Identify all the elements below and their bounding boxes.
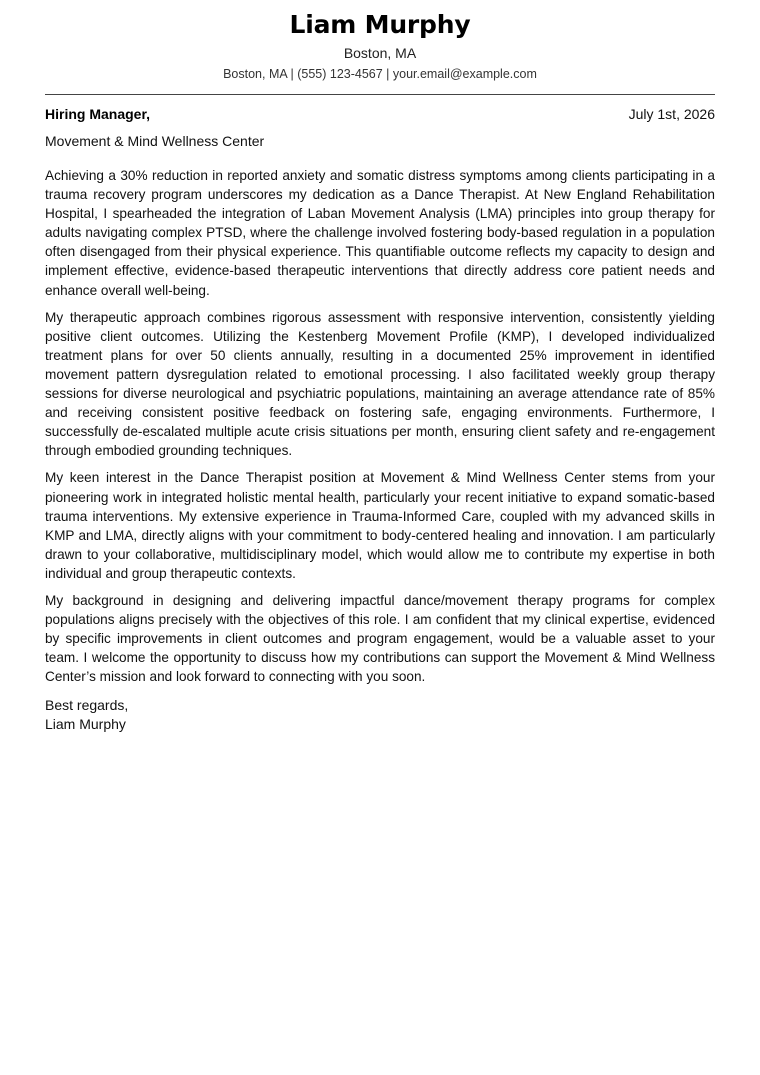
letter-header [45, 0, 715, 82]
letter-closing [45, 696, 715, 734]
sender-name: Liam Murphy [289, 10, 471, 39]
body-paragraph: My background in designing and delivering impactful dance/movement therapy programs for complex populations aligns precisely with the objectives of this role. I am confident that my clinical expertise, evidenced by specific improvements in client outcomes and program engagement, would be a valuable asset to your team. I welcome the opportunity to discuss how my contributions can support the Movement & Mind Wellness Center’s mission and look forward to connecting with you soon. [45, 592, 715, 685]
recipient-salutation: Hiring Manager, [45, 106, 151, 122]
recipient-company: Movement & Mind Wellness Center [45, 133, 265, 149]
sender-contact-line: Boston, MA | (555) 123-4567 | your.email@example.com [223, 67, 537, 81]
recipient-date-row [45, 105, 715, 123]
signature-name: Liam Murphy [45, 716, 126, 733]
body-paragraph: My therapeutic approach combines rigorous assessment with responsive intervention, consistently yielding positive client outcomes. Utilizing the Kestenberg Movement Profile (KMP), I developed individualized treatment plans for over 50 clients annually, resulting in a documented 25% improvement in identified movement pattern dysregulation related to emotional processing. I also facilitated weekly group therapy sessions for diverse neurological and psychiatric populations, maintaining an average attendance rate of 85% and receiving consistent positive feedback on fostering safe, engaging environments. Furthermore, I successfully de-escalated multiple acute crisis situations per month, ensuring client safety and re-engagement through embodied grounding techniques. [45, 309, 715, 459]
letter-body [45, 166, 715, 686]
closing-phrase: Best regards, [45, 697, 129, 714]
letter-date: July 1st, 2026 [628, 106, 715, 122]
header-divider [45, 94, 715, 95]
body-paragraph: My keen interest in the Dance Therapist position at Movement & Mind Wellness Center stems from your pioneering work in integrated holistic mental health, particularly your recent initiative to expand somatic-based trauma interventions. My extensive experience in Trauma-Informed Care, coupled with my advanced skills in KMP and LMA, directly aligns with your commitment to body-centered healing and innovation. I am particularly drawn to your collaborative, multidisciplinary model, which would allow me to contribute my expertise in both individual and group therapeutic contexts. [45, 470, 715, 581]
body-paragraph: Achieving a 30% reduction in reported anxiety and somatic distress symptoms among clients participating in a trauma recovery program underscores my dedication as a Dance Therapist. At New England Rehabilitation Hospital, I spearheaded the integration of Laban Movement Analysis (LMA) principles into group therapy for adults navigating complex PTSD, where the challenge involved fostering body-based regulation in a population often disengaged from their physical experience. This quantifiable outcome reflects my capacity to design and implement effective, evidence-based therapeutic interventions that directly address core patient needs and enhance overall well-being. [45, 168, 715, 298]
sender-location: Boston, MA [343, 45, 417, 61]
